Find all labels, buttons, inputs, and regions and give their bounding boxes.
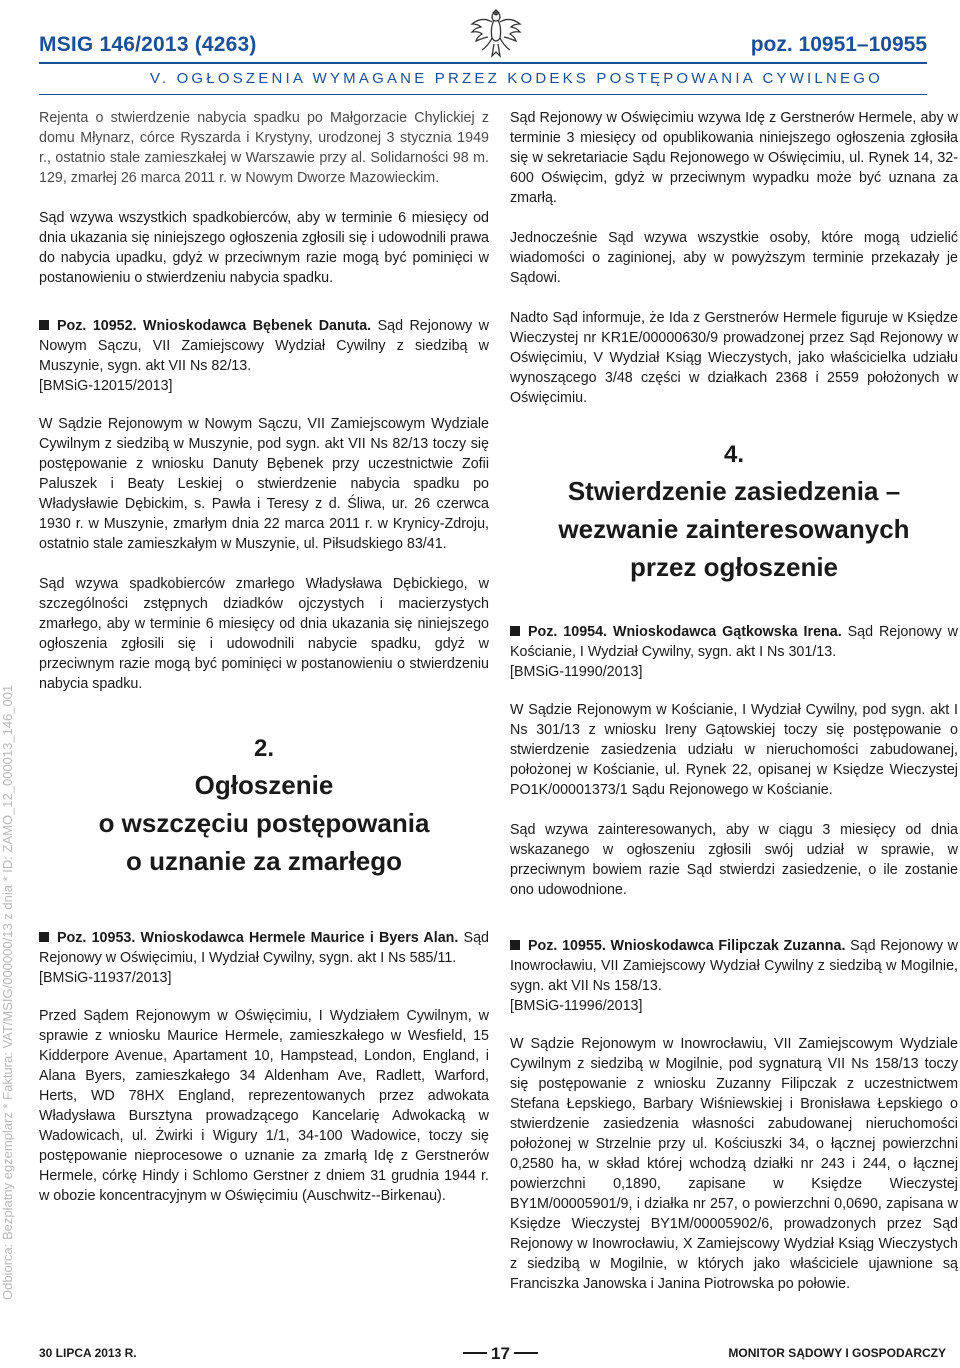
- page-dash: [514, 1352, 538, 1354]
- publication-name: MONITOR SĄDOWY I GOSPODARCZY: [728, 1346, 946, 1360]
- court-info: Sąd Rejonowy w Kościanie, I Wydział Cywilny, sygn. akt I Ns 301/13.: [510, 624, 958, 660]
- recipient-watermark: Odbiorca: Bezpłatny egzemplarz * Faktura: VAT/MSIG/000000/13 z dnia * ID: ZAMO_12_000013_146_001: [0, 684, 15, 1300]
- reference-code: [BMSiG-11990/2013]: [510, 664, 643, 680]
- entry-10953: [39, 928, 489, 1206]
- section-heading-line: o wszczęciu postępowania: [98, 808, 430, 838]
- paragraph: W Sądzie Rejonowym w Kościanie, I Wydział Cywilny, pod sygn. akt I Ns 301/13 z wniosku Ireny Gątowskiej toczy się postępowanie o stwierdzenie zasiedzenia udziału w nieruchomości zabudowanej, położonej w Kościanie, ul. Rynek 22, opisanej w Księdze Wieczystej PO1K/00001373/1 Sądu Rejonowego w Kościanie.: [510, 702, 958, 798]
- section-title: V. OGŁOSZENIA WYMAGANE PRZEZ KODEKS POSTĘPOWANIA CYWILNEGO: [150, 70, 883, 87]
- reference-code: [BMSiG-11937/2013]: [39, 970, 172, 986]
- square-bullet-icon: [39, 320, 49, 330]
- paragraph: Sąd wzywa zainteresowanych, aby w ciągu 3 miesięcy od dnia wskazanego w ogłoszeniu zgłosili swój udział w sprawie, w przeciwnym bowiem razie Sąd stwierdzi zasiedzenie, o ile zostanie ono udowodnione.: [510, 822, 958, 898]
- left-column: [39, 108, 489, 1226]
- page-number: [459, 1344, 542, 1364]
- entry-10952: [39, 316, 489, 694]
- page-dash: [463, 1352, 487, 1354]
- entry-heading: Poz. 10955. Wnioskodawca Filipczak Zuzanna.: [528, 938, 846, 954]
- paragraph: W Sądzie Rejonowym w Nowym Sączu, VII Zamiejscowym Wydziale Cywilnym z siedzibą w Muszynie, pod sygn. akt VII Ns 82/13 toczy się postępowanie z wniosku Danuty Bębenek przy uczestnictwie Zofii Paluszek i Beaty Leskiej o stwierdzenie nabycia spadku po Władysławie Dębickim, s. Pawła i Teresy z d. Śliwa, ur. 26 czerwca 1930 r. w Muszynie, zmarłym dnia 22 marca 2011 r. w Krynicy-Zdroju, ostatnio stale zamieszkałym w Muszynie, ul. Piłsudskiego 83/41.: [39, 416, 489, 552]
- section-divider: [39, 94, 927, 95]
- section-heading-line: o uznanie za zmarłego: [126, 846, 402, 876]
- court-info: Sąd Rejonowy w Nowym Sączu, VII Zamiejscowy Wydział Cywilny z siedzibą w Muszynie, sygn. akt VII Ns 82/13.: [39, 318, 489, 374]
- court-info: Sąd Rejonowy w Oświęcimiu, I Wydział Cywilny, sygn. akt I Ns 585/11.: [39, 930, 489, 966]
- reference-code: [BMSiG-11996/2013]: [510, 998, 643, 1014]
- square-bullet-icon: [510, 626, 520, 636]
- court-info: Sąd Rejonowy w Inowrocławiu, VII Zamiejscowy Wydział Cywilny z siedzibą w Mogilnie, sygn. akt VII Ns 158/13.: [510, 938, 958, 994]
- issue-date: 30 LIPCA 2013 R.: [39, 1346, 137, 1360]
- paragraph: Rejenta o stwierdzenie nabycia spadku po Małgorzacie Chylickiej z domu Młynarz, córce Ryszarda i Krystyny, urodzonej 3 stycznia 1949 r., ostatnio stale zamieszkałej w Warszawie przy al. Solidarności 98 m. 129, zmarłej 26 marca 2011 r. w Nowym Dworze Mazowieckim.: [39, 110, 489, 186]
- header-divider: [39, 62, 927, 64]
- section-number: 4.: [723, 441, 744, 468]
- entry-heading: Poz. 10954. Wnioskodawca Gątkowska Irena.: [528, 624, 842, 640]
- entry-10955: [510, 936, 958, 1294]
- paragraph: Nadto Sąd informuje, że Ida z Gerstnerów Hermele figuruje w Księdze Wieczystej nr KR1E/00000630/9 prowadzonej przez Sąd Rejonowy w Oświęcimiu, V Wydział Ksiąg Wieczystych, jako właścicielka udziału wynoszącego 3/48 części w działkach 2368 i 2559 położonych w Oświęcimiu.: [510, 310, 958, 406]
- paragraph: Sąd wzywa wszystkich spadkobierców, aby w terminie 6 miesięcy od dnia ukazania się niniejszego ogłoszenia zgłosili się i udowodnili prawa do nabycia upadku, gdyż w przeciwnym razie mogą być pominięci w postanowieniu o stwierdzeniu nabycia spadku.: [39, 210, 489, 286]
- right-column: [510, 108, 958, 1314]
- position-range: poz. 10951–10955: [750, 33, 927, 56]
- paragraph: W Sądzie Rejonowym w Inowrocławiu, VII Zamiejscowym Wydziale Cywilnym z siedzibą w Mogilnie, pod sygnaturą VII Ns 158/13 toczy się postępowanie z wniosku Zuzanny Filipczak z uczestnictwem Stefana Łepskiego, Barbary Wiśniewskiej i Bronisława Łepskiego o stwierdzenie zasiedzenia własności zabudowanej nieruchomości położonej w Strzelnie przy ul. Kościuszki 34, o łącznej powierzchni 0,2580 ha, w skład której wchodzą działki nr 243 i 244, o łącznej powierzchni 0,1890, zapisane w Księdze Wieczystej BY1M/00005901/9, i działka nr 257, o powierzchni 0,0690, zapisana w Księdze Wieczystej BY1M/00005902/6, prowadzonych przez Sąd Rejonowy w Inowrocławiu, X Zamiejscowy Wydział Ksiąg Wieczystych z siedzibą w Mogilnie, w których jako właściciele ujawnione są Franciszka Janowska i Janina Piotrowska po połowie.: [510, 1036, 958, 1292]
- paragraph: Jednocześnie Sąd wzywa wszystkie osoby, które mogą udzielić wiadomości o zaginionej, aby w powyższym terminie przekazały je Sądowi.: [510, 230, 958, 286]
- journal-issue: MSIG 146/2013 (4263): [39, 33, 257, 56]
- section-heading-line: Ogłoszenie: [194, 770, 334, 800]
- section-heading-line: Stwierdzenie zasiedzenia –: [567, 476, 901, 506]
- polish-eagle-icon: [468, 4, 524, 64]
- section-heading-2: [39, 732, 489, 880]
- square-bullet-icon: [39, 932, 49, 942]
- paragraph: Sąd Rejonowy w Oświęcimiu wzywa Idę z Gerstnerów Hermele, aby w terminie 3 miesięcy od opublikowania niniejszego ogłoszenia zgłosiła się w sekretariacie Sądu Rejonowego w Oświęcimiu, ul. Rynek 14, 32-600 Oświęcim, gdyż w przeciwnym wypadku może być uznana za zmarłą.: [510, 110, 958, 206]
- entry-10954: [510, 622, 958, 900]
- section-number: 2.: [253, 735, 274, 762]
- reference-code: [BMSiG-12015/2013]: [39, 378, 173, 394]
- square-bullet-icon: [510, 940, 520, 950]
- entry-heading: Poz. 10953. Wnioskodawca Hermele Maurice i Byers Alan.: [57, 930, 459, 946]
- paragraph: Sąd wzywa spadkobierców zmarłego Władysława Dębickiego, w szczególności zstępnych dziadków ojczystych i macierzystych zmarłego, aby w terminie 6 miesięcy od dnia ukazania się niniejszego ogłoszenia zgłosili się i udowodnili nabycie spadku, gdyż w przeciwnym razie mogą być pominięci w postanowieniu o stwierdzeniu nabycia spadku.: [39, 576, 489, 692]
- section-heading-4: [510, 438, 958, 586]
- entry-heading: Poz. 10952. Wnioskodawca Bębenek Danuta.: [57, 318, 372, 334]
- section-heading-line: przez ogłoszenie: [629, 552, 839, 582]
- paragraph: Przed Sądem Rejonowym w Oświęcimiu, I Wydziałem Cywilnym, w sprawie z wniosku Maurice Hermele, zamieszkałego w Wesfield, 15 Kidderpore Avenue, Apartament 10, Hampstead, London, England, i Alana Byers, zamieszkałego 34 Aldenham Ave, Radlett, Warford, Herts, WD 78HX England, reprezentowanych przez adwokata Władysława Bursztyna prowadzącego Kancelarię Adwokacką w Wadowicach, ul. Żwirki i Wigury 1/1, 34-100 Wadowice, toczy się postępowanie nieprocesowe o uznanie za zmarłą Idę z Gerstnerów Hermele, córkę Hindy i Schlomo Gerstner z dniem 31 grudnia 1944 r. w obozie koncentracyjnym w Oświęcimiu (Auschwitz--Birkenau).: [39, 1008, 489, 1204]
- page-number-value: 17: [491, 1344, 510, 1363]
- section-heading-line: wezwanie zainteresowanych: [558, 514, 910, 544]
